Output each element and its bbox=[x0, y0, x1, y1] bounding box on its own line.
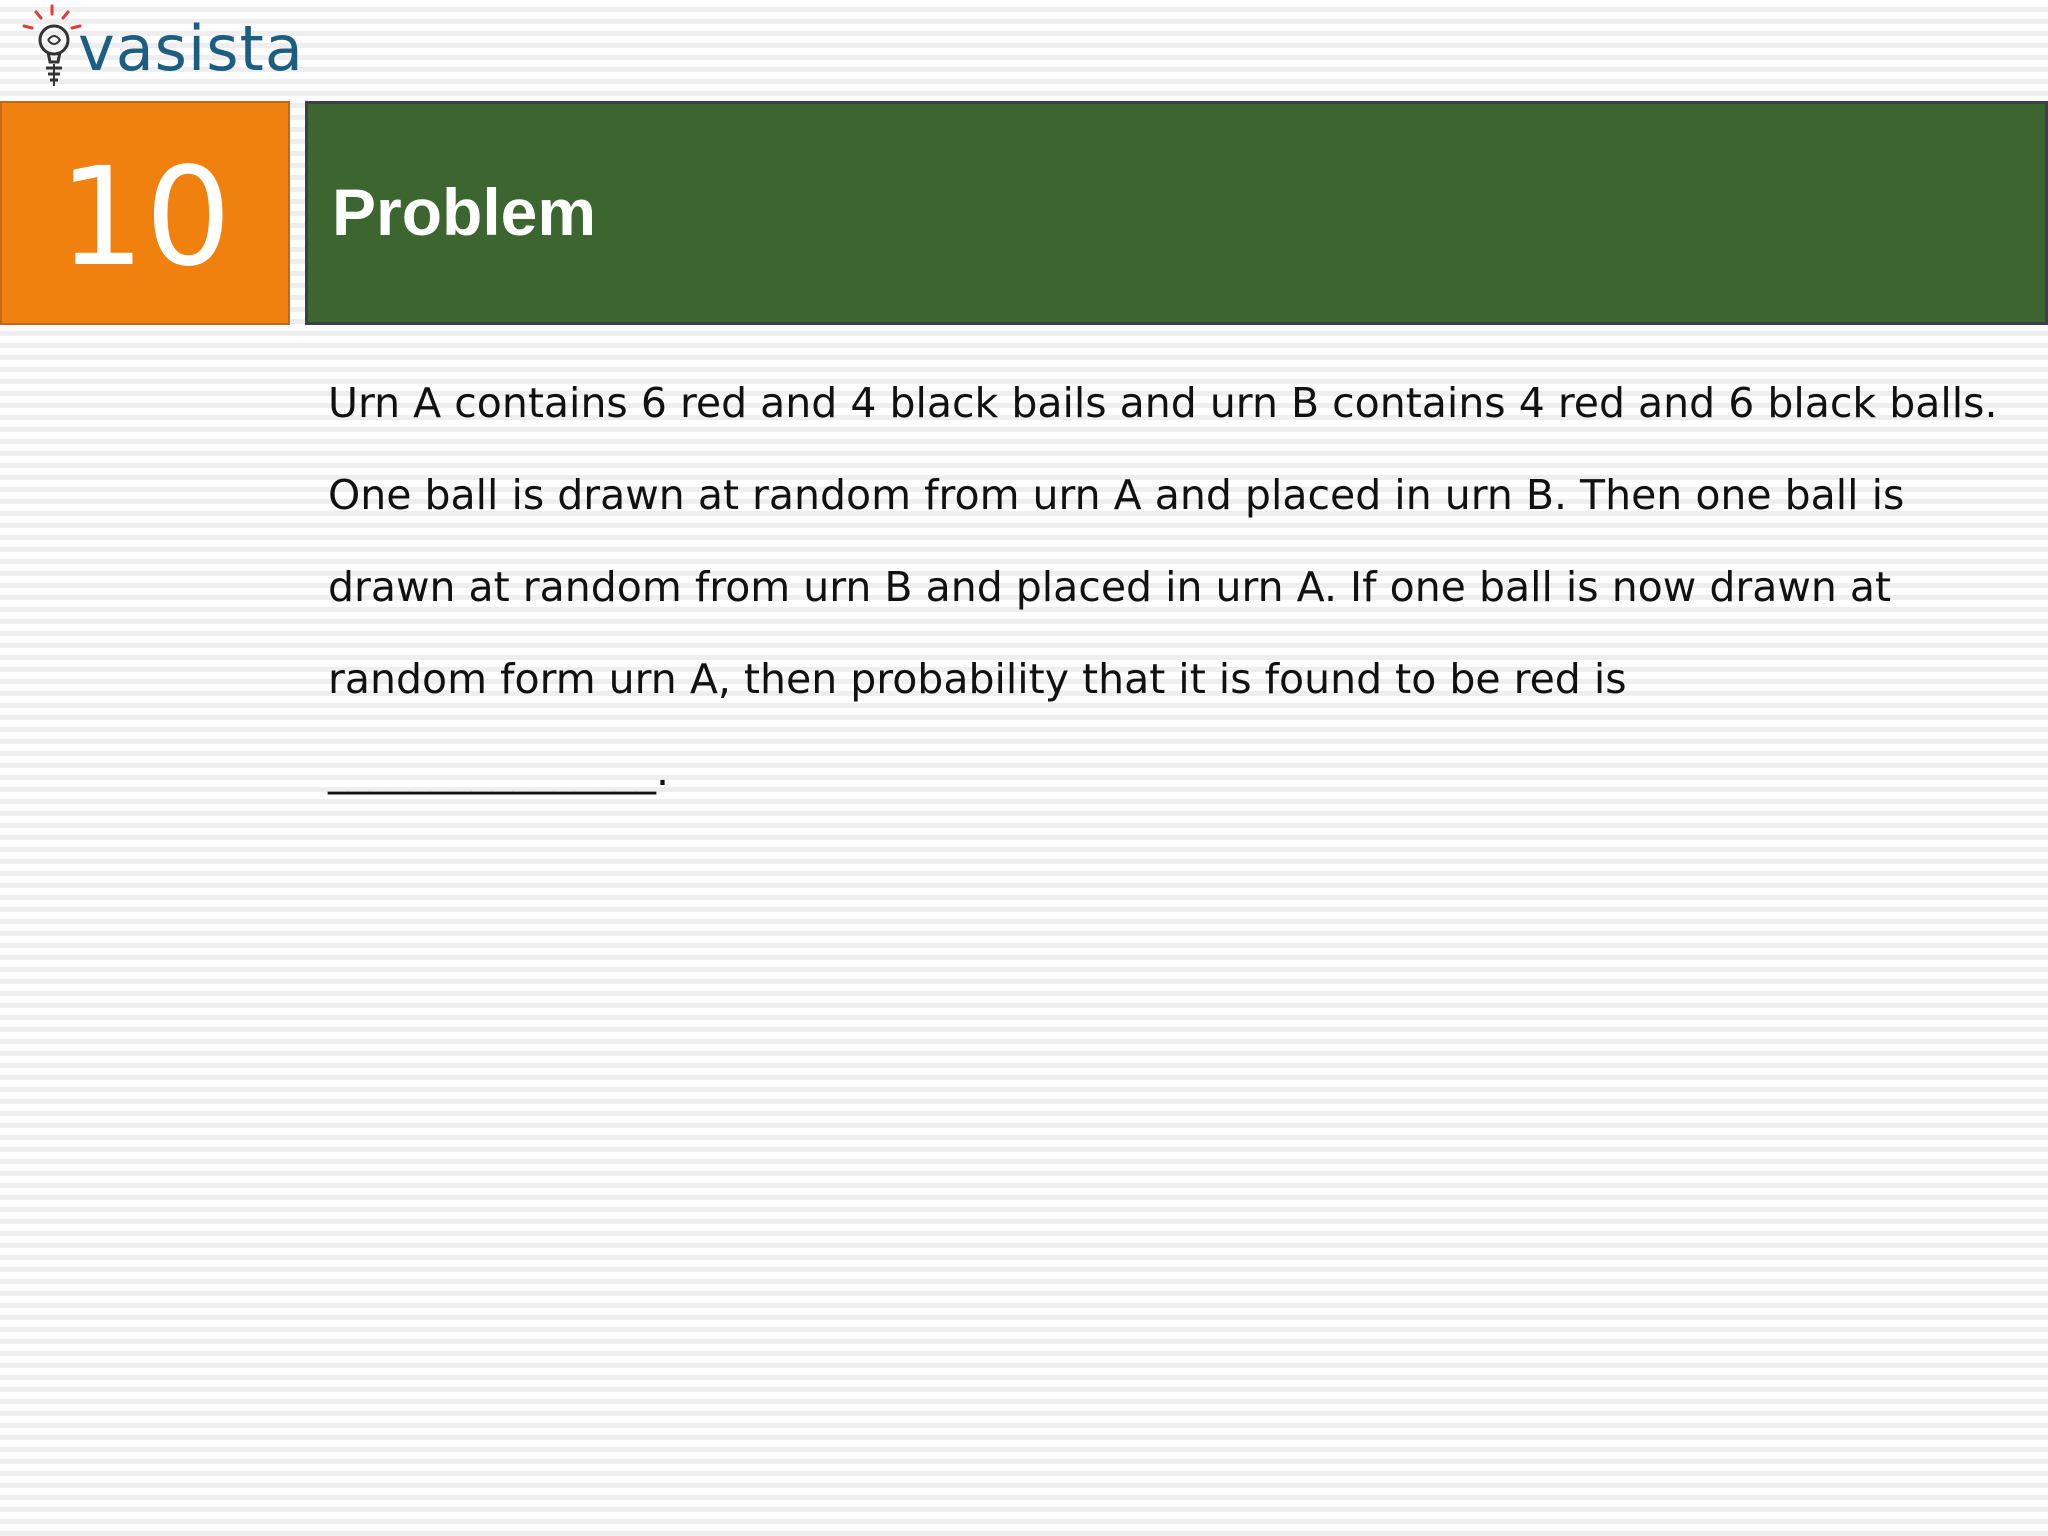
vasista-logo bbox=[18, 2, 304, 98]
problem-line: random form urn A, then probability that it is found to be red is bbox=[328, 655, 1627, 703]
slide-number-box bbox=[0, 101, 290, 325]
problem-line: Urn A contains 6 red and 4 black bails and urn B contains 4 red and 6 black balls. bbox=[328, 379, 1998, 427]
problem-statement bbox=[328, 357, 2028, 817]
answer-blank: ________________. bbox=[328, 747, 670, 795]
slide-number: 10 bbox=[58, 139, 232, 297]
logo-wordmark: vasista bbox=[78, 12, 304, 85]
title-bar bbox=[305, 101, 2048, 325]
problem-line: drawn at random from urn B and placed in urn A. If one ball is now drawn at bbox=[328, 563, 1892, 611]
problem-line: One ball is drawn at random from urn A and placed in urn B. Then one ball is bbox=[328, 471, 1905, 519]
slide-title: Problem bbox=[332, 175, 597, 249]
